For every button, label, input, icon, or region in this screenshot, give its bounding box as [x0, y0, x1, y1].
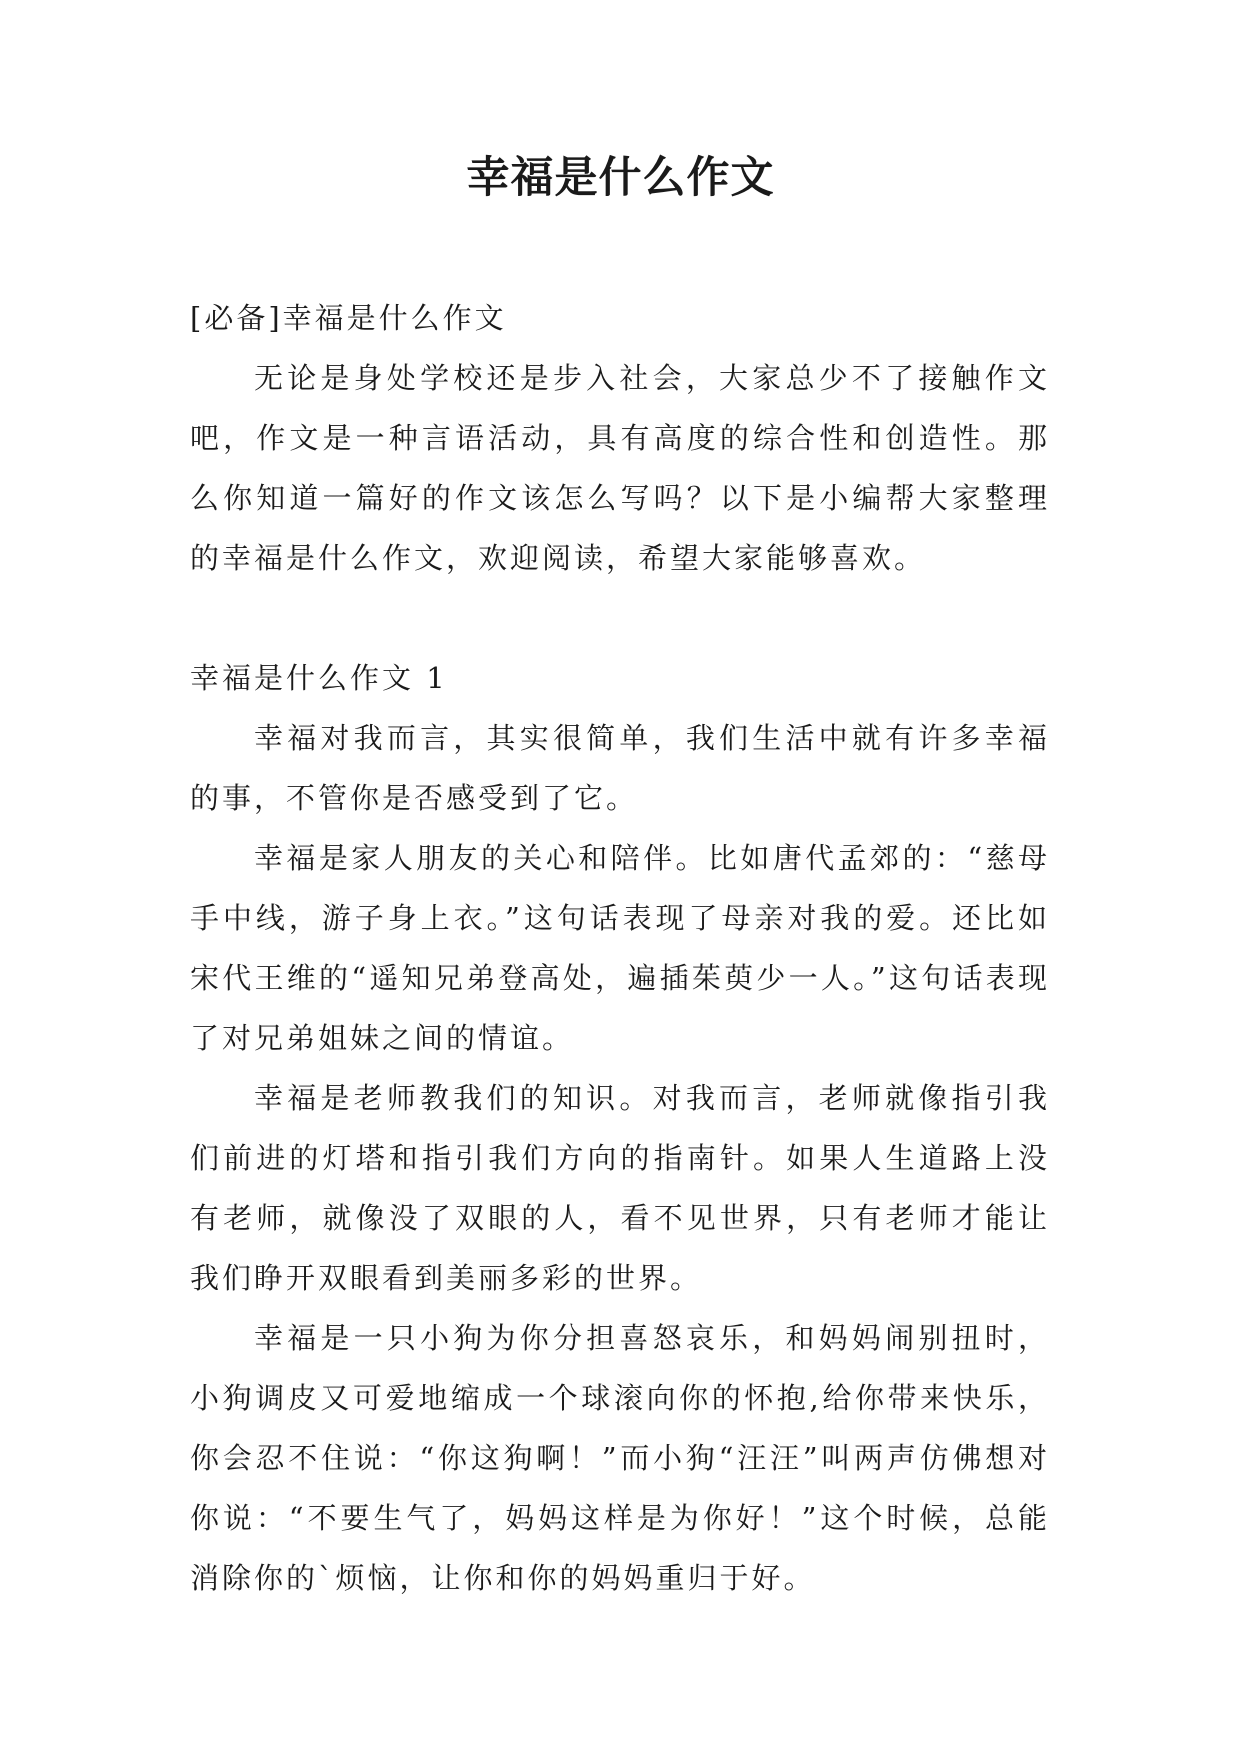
body-paragraph: 幸福是老师教我们的知识。对我而言，老师就像指引我们前进的灯塔和指引我们方向的指南针。如果人生道路上没有老师，就像没了双眼的人，看不见世界，只有老师才能让我们睁开双眼看到美丽多彩的世界。 — [190, 1081, 1050, 1295]
section-heading: 幸福是什么作文 1 — [190, 661, 448, 695]
intro-paragraph: 无论是身处学校还是步入社会，大家总少不了接触作文吧，作文是一种言语活动，具有高度的综合性和创造性。那么你知道一篇好的作文该怎么写吗？以下是小编帮大家整理的幸福是什么作文，欢迎阅读，希望大家能够喜欢。 — [190, 361, 1050, 575]
document-title: 幸福是什么作文 — [466, 153, 775, 203]
document-body — [190, 288, 1050, 1608]
body-paragraph: 幸福对我而言，其实很简单，我们生活中就有许多幸福的事，不管你是否感受到了它。 — [190, 721, 1050, 815]
body-paragraph: 幸福是家人朋友的关心和陪伴。比如唐代孟郊的：“慈母手中线，游子身上衣。”这句话表现了母亲对我的爱。还比如宋代王维的“遥知兄弟登高处，遍插茱萸少一人。”这句话表现了对兄弟姐妹之间的情谊。 — [190, 841, 1050, 1055]
body-paragraph: 幸福是一只小狗为你分担喜怒哀乐，和妈妈闹别扭时，小狗调皮又可爱地缩成一个球滚向你的怀抱,给你带来快乐，你会忍不住说：“你这狗啊！”而小狗“汪汪”叫两声仿佛想对你说：“不要生气了，妈妈这样是为你好！”这个时候，总能消除你的`烦恼，让你和你的妈妈重归于好。 — [190, 1321, 1050, 1595]
document-subtitle: [必备]幸福是什么作文 — [190, 301, 507, 335]
